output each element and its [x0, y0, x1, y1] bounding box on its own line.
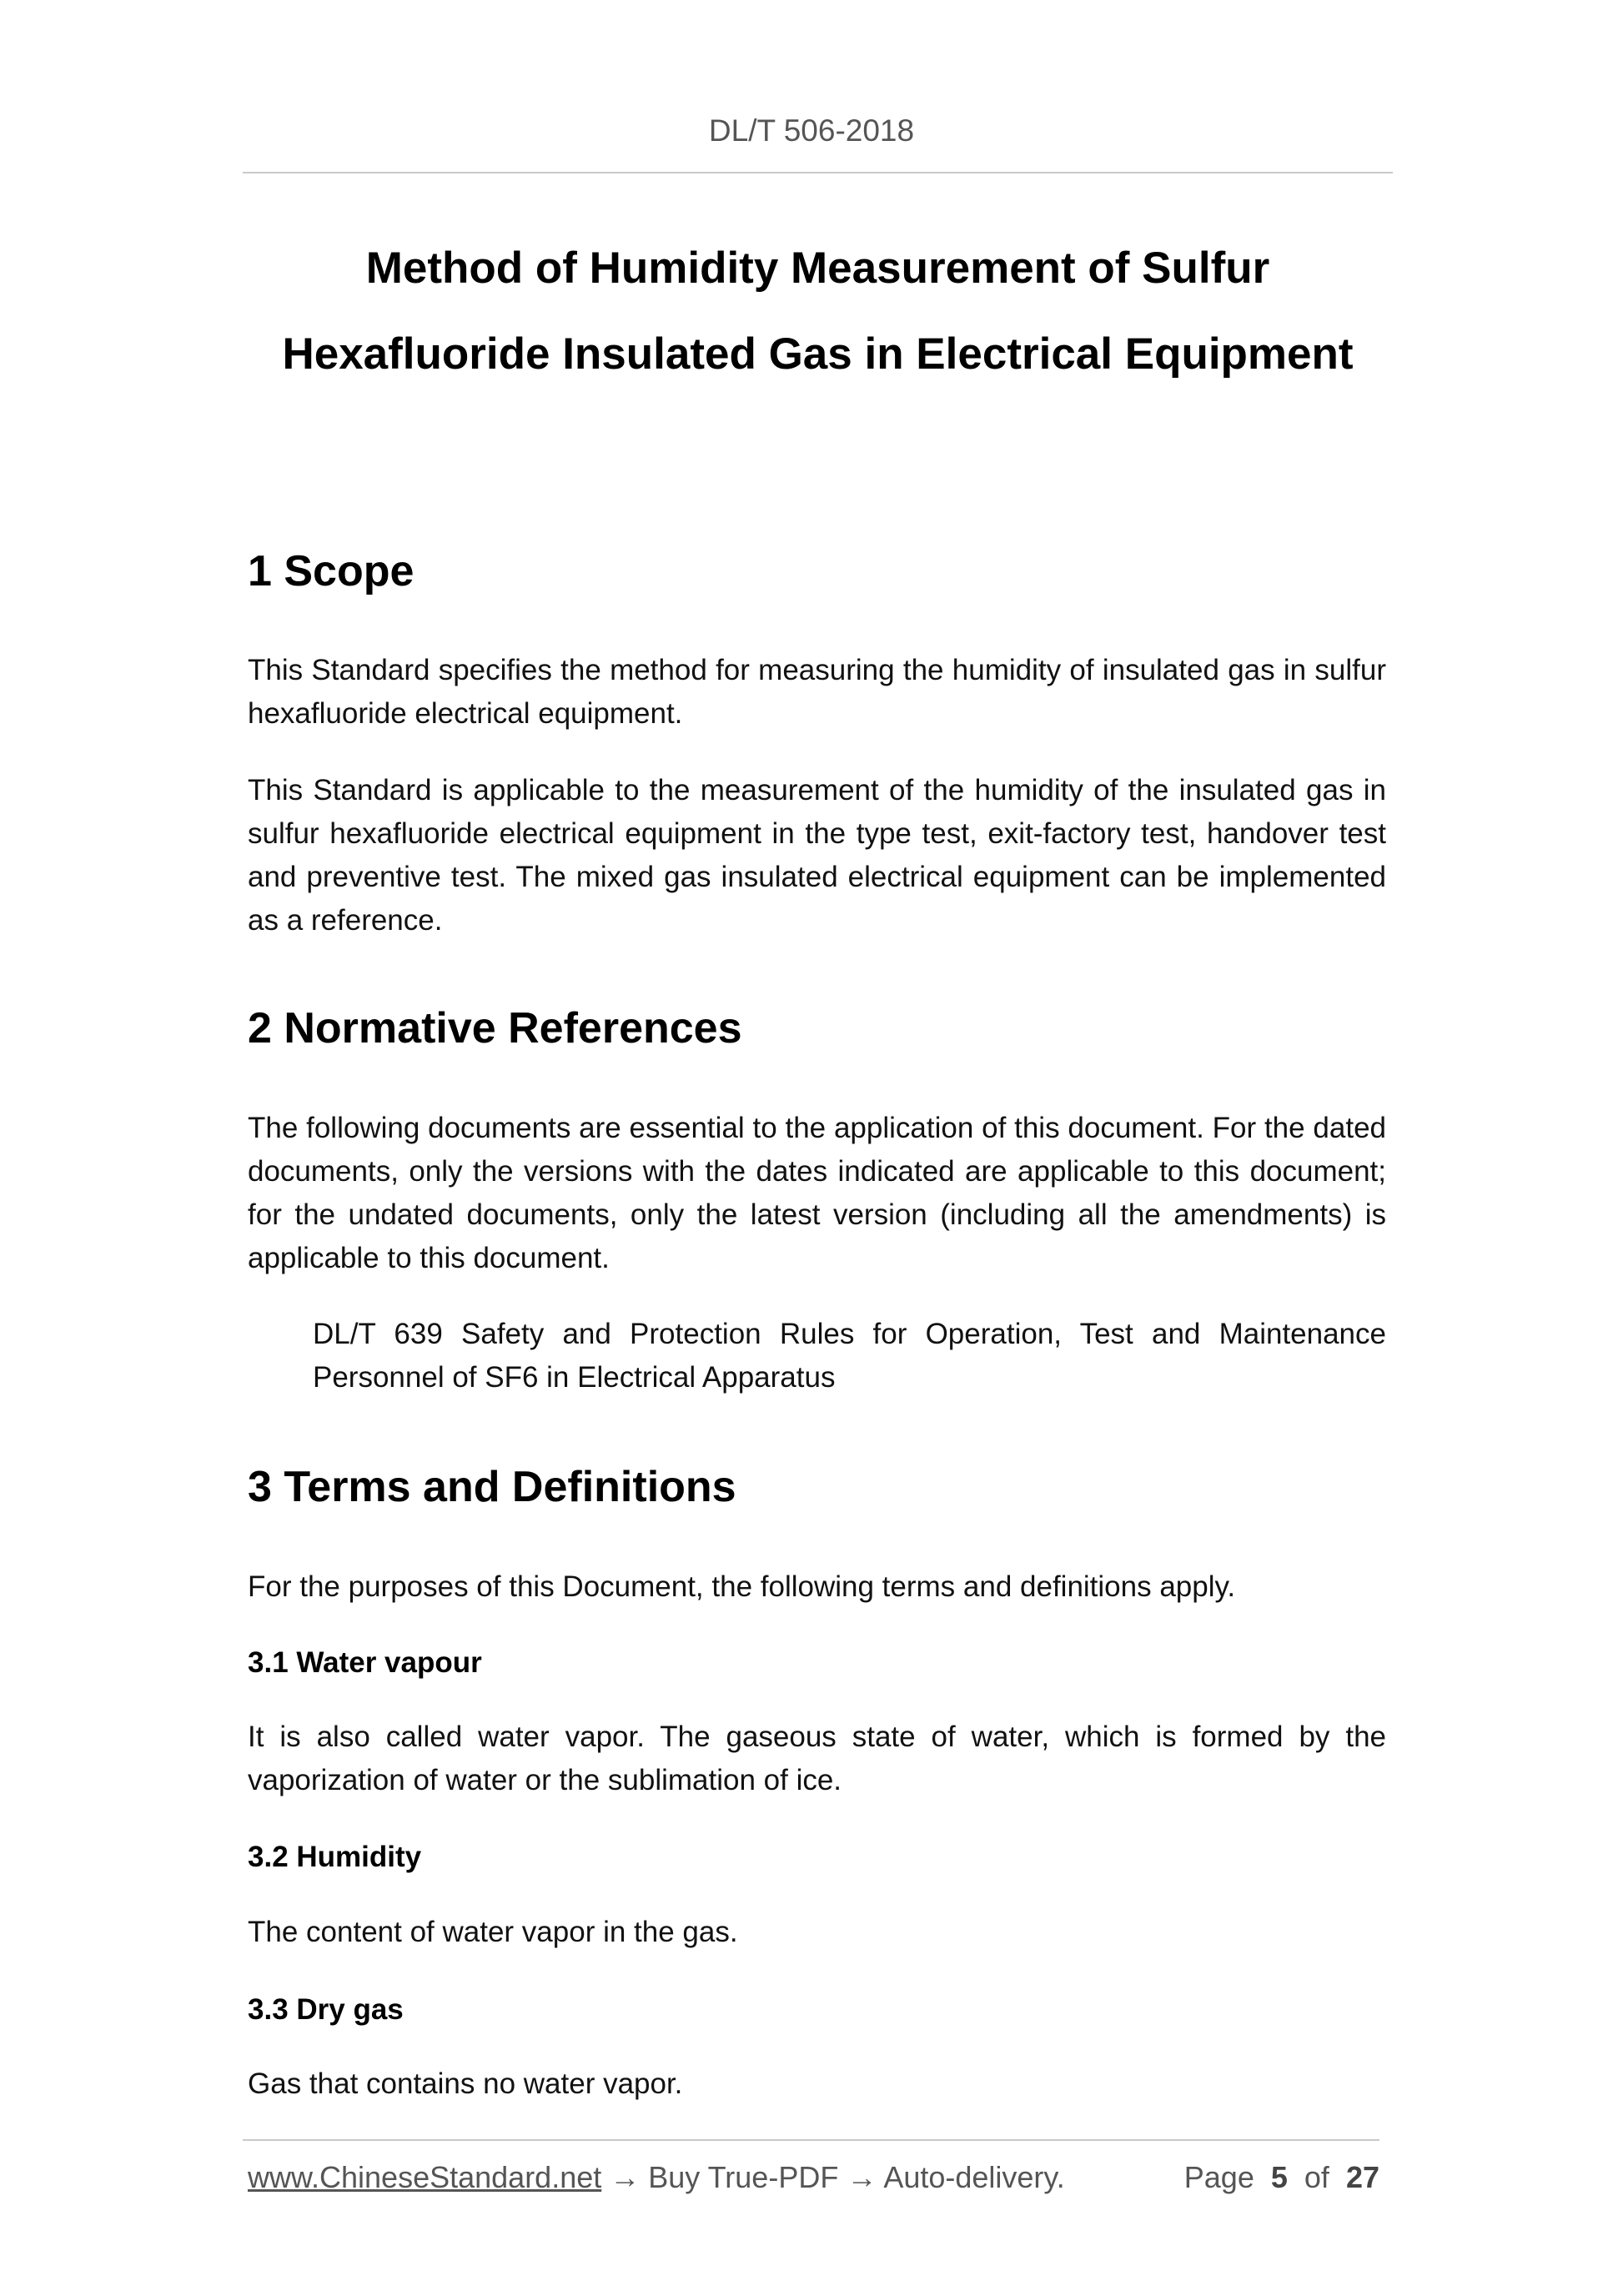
scope-paragraph-1: This Standard specifies the method for measuring the humidity of insulated gas in sulfur hexafluoride electrical equipment. [248, 654, 1386, 730]
website-link[interactable]: www.ChineseStandard.net [248, 2160, 602, 2194]
document-title [243, 225, 1393, 397]
normative-reference-item: DL/T 639 Safety and Protection Rules for Operation, Test and Maintenance Personnel of SF6 in Electrical Apparatus [313, 1318, 1386, 1394]
header-divider [243, 172, 1393, 173]
total-pages: 27 [1345, 2160, 1379, 2194]
of-label: of [1304, 2160, 1329, 2194]
page-number [1184, 2160, 1379, 2195]
section-heading-terms: 3 Terms and Definitions [248, 1463, 736, 1511]
footer-promo [248, 2160, 1065, 2195]
scope-paragraph-2: This Standard is applicable to the measurement of the humidity of the insulated gas in sulfur hexafluoride electrical equipment in the type test, exit-factory test, handover test and preventive test. The mixed gas insulated electrical equipment can be implemented as a reference. [248, 774, 1386, 937]
terms-intro: For the purposes of this Document, the following terms and definitions apply. [248, 1570, 1236, 1603]
section-heading-normative-references: 2 Normative References [248, 1004, 742, 1053]
term-title-dry-gas: 3.3 Dry gas [248, 1993, 404, 2026]
term-title-humidity: 3.2 Humidity [248, 1841, 422, 1873]
footer-divider [243, 2139, 1379, 2141]
normative-paragraph: The following documents are essential to the application of this document. For the dated documents, only the versions with the dates indicated are applicable to this document; for the undated documents, only the latest version (including all the amendments) is applicable to this document. [248, 1112, 1386, 1274]
term-definition-humidity: The content of water vapor in the gas. [248, 1916, 738, 1948]
term-definition-dry-gas: Gas that contains no water vapor. [248, 2067, 683, 2100]
title-line-1: Method of Humidity Measurement of Sulfur [365, 244, 1270, 293]
current-page-number: 5 [1270, 2160, 1288, 2194]
section-heading-scope: 1 Scope [248, 547, 415, 595]
footer-promo-text: → Buy True-PDF → Auto-delivery. [601, 2160, 1065, 2194]
term-title-water-vapour: 3.1 Water vapour [248, 1646, 482, 1679]
term-definition-water-vapour: It is also called water vapor. The gaseous state of water, which is formed by the vaporization of water or the sublimation of ice. [248, 1721, 1386, 1796]
document-code-header: DL/T 506-2018 [708, 113, 915, 148]
page-label: Page [1183, 2160, 1254, 2194]
title-line-2: Hexafluoride Insulated Gas in Electrical Equipment [282, 329, 1354, 379]
